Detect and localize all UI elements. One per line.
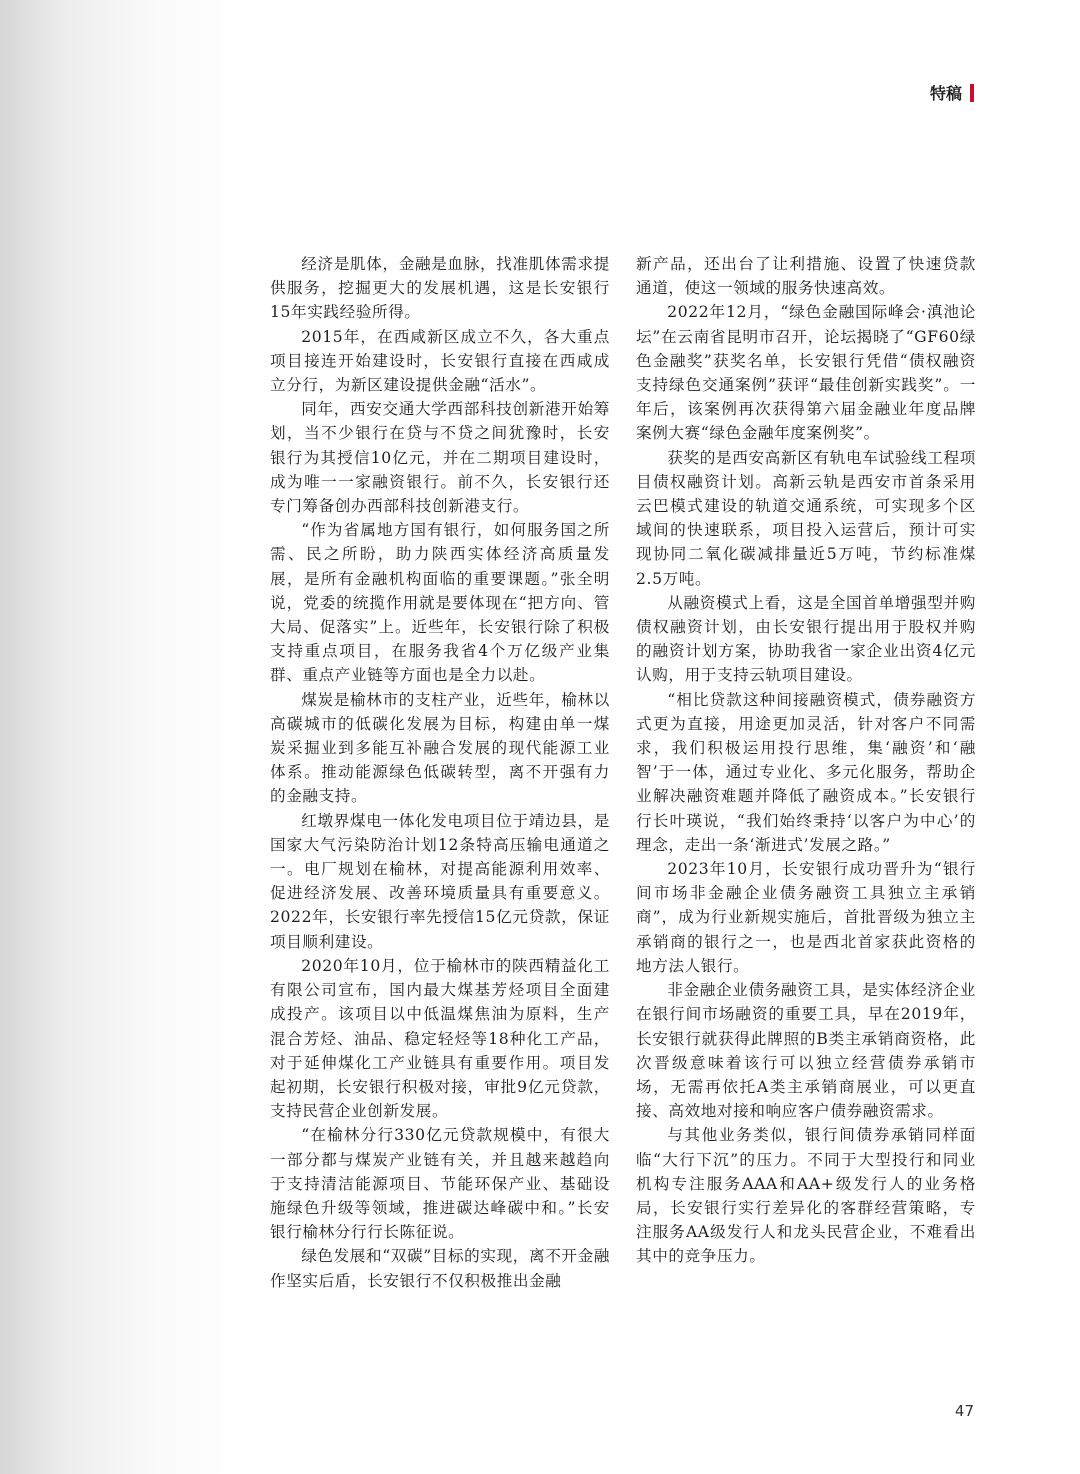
left-column bbox=[270, 252, 610, 1293]
paragraph: 与其他业务类似，银行间债券承销同样面临“大行下沉”的压力。不同于大型投行和同业机构专注服务AAA和AA+级发行人的业务格局，长安银行实行差异化的客群经营策略，专注服务AA级发行人和龙头民营企业，不难看出其中的竞争压力。 bbox=[636, 1126, 976, 1266]
paragraph: “在榆林分行330亿元贷款规模中，有很大一部分都与煤炭产业链有关，并且越来越趋向于支持清洁能源项目、节能环保产业、基础设施绿色升级等领域，推进碳达峰碳中和。”长安银行榆林分行行长陈征说。 bbox=[270, 1126, 610, 1242]
paragraph: 从融资模式上看，这是全国首单增强型并购债权融资计划，由长安银行提出用于股权并购的融资计划方案，协助我省一家企业出资4亿元认购，用于支持云轨项目建设。 bbox=[636, 593, 976, 685]
right-column bbox=[636, 252, 976, 1269]
paragraph: 绿色发展和“双碳”目标的实现，离不开金融作坚实后盾，长安银行不仅积极推出金融 bbox=[270, 1247, 610, 1290]
paragraph: 获奖的是西安高新区有轨电车试验线工程项目债权融资计划。高新云轨是西安市首条采用云巴模式建设的轨道交通系统，可实现多个区域间的快速联系，项目投入运营后，预计可实现协同二氧化碳减排量近5万吨，节约标准煤2.5万吨。 bbox=[636, 448, 976, 588]
paragraph: 煤炭是榆林市的支柱产业，近些年，榆林以高碳城市的低碳化发展为目标，构建由单一煤炭采掘业到多能互补融合发展的现代能源工业体系。推动能源绿色低碳转型，离不开强有力的金融支持。 bbox=[270, 690, 610, 806]
paragraph: “相比贷款这种间接融资模式，债券融资方式更为直接，用途更加灵活，针对客户不同需求，我们积极运用投行思维，集‘融资’和‘融智’于一体，通过专业化、多元化服务，帮助企业解决融资难题并降低了融资成本。”长安银行行长叶瑛说，“我们始终秉持‘以客户为中心’的理念，走出一条‘渐进式’发展之路。” bbox=[636, 690, 976, 854]
section-title: 特稿 bbox=[929, 84, 962, 103]
paragraph: 新产品，还出台了让利措施、设置了快速贷款通道，使这一领域的服务快速高效。 bbox=[636, 255, 976, 298]
paragraph: 2023年10月，长安银行成功晋升为“银行间市场非金融企业债务融资工具独立主承销商”，成为行业新规实施后，首批晋级为独立主承销商的银行之一，也是西北首家获此资格的地方法人银行。 bbox=[636, 860, 976, 975]
section-marker-bar bbox=[970, 84, 974, 102]
paragraph: 红墩界煤电一体化发电项目位于靖边县，是国家大气污染防治计划12条特高压输电通道之一。电厂规划在榆林，对提高能源利用效率、促进经济发展、改善环境质量具有重要意义。2022年，长安银行率先授信15亿元贷款，保证项目顺利建设。 bbox=[270, 811, 610, 951]
paragraph: 2020年10月，位于榆林市的陕西精益化工有限公司宣布，国内最大煤基芳烃项目全面建成投产。该项目以中低温煤焦油为原料，生产混合芳烃、油品、稳定轻烃等18种化工产品，对于延伸煤化工产业链具有重要作用。项目发起初期，长安银行积极对接，审批9亿元贷款，支持民营企业创新发展。 bbox=[270, 956, 610, 1121]
paragraph: 2022年12月，“绿色金融国际峰会·滇池论坛”在云南省昆明市召开，论坛揭晓了“GF60绿色金融奖”获奖名单，长安银行凭借“债权融资支持绿色交通案例”获评“最佳创新实践奖”。一年后，该案例再次获得第六届金融业年度品牌案例大赛“绿色金融年度案例奖”。 bbox=[636, 303, 976, 443]
paragraph: 经济是肌体，金融是血脉，找准肌体需求提供服务，挖掘更大的发展机遇，这是长安银行15年实践经验所得。 bbox=[270, 255, 610, 322]
paragraph: 2015年，在西咸新区成立不久，各大重点项目接连开始建设时，长安银行直接在西咸成立分行，为新区建设提供金融“活水”。 bbox=[270, 327, 610, 395]
paragraph: “作为省属地方国有银行，如何服务国之所需、民之所盼，助力陕西实体经济高质量发展，是所有金融机构面临的重要课题。”张全明说，党委的统揽作用就是要体现在“把方向、管大局、促落实”上。近些年，长安银行除了积极支持重点项目，在服务我省4个万亿级产业集群、重点产业链等方面也是全力以赴。 bbox=[270, 521, 610, 685]
page-number: 47 bbox=[954, 1402, 974, 1420]
section-header bbox=[930, 81, 974, 104]
paragraph: 非金融企业债务融资工具，是实体经济企业在银行间市场融资的重要工具，早在2019年，长安银行就获得此牌照的B类主承销商资格，此次晋级意味着该行可以独立经营债券承销市场，无需再依托A类主承销商展业，可以更直接、高效地对接和响应客户债券融资需求。 bbox=[636, 981, 976, 1121]
paragraph: 同年，西安交通大学西部科技创新港开始筹划，当不少银行在贷与不贷之间犹豫时，长安银行为其授信10亿元，并在二期项目建设时，成为唯一一家融资银行。前不久，长安银行还专门筹备创办西部科技创新港支行。 bbox=[270, 400, 610, 516]
